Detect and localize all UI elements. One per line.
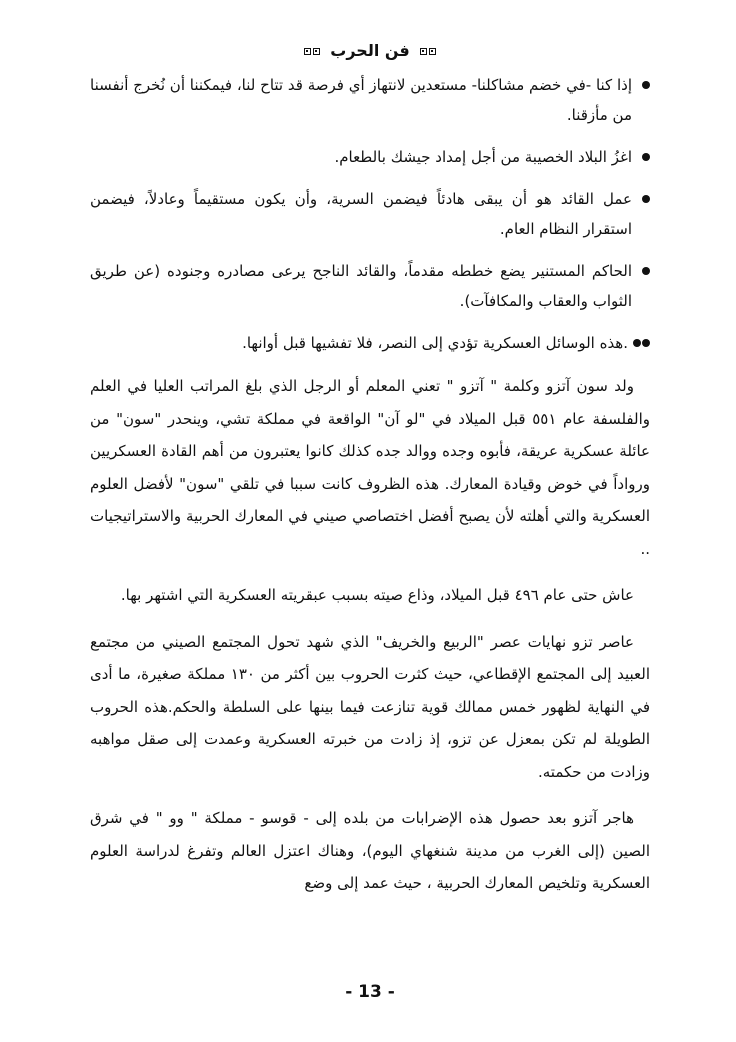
bullet-text: عمل القائد هو أن يبقى هادئاً فيضمن السرية، وأن يكون مستقيماً وعادلاً، فيضمن استقرار النظام العام. [90,190,632,238]
page [90,38,650,1008]
bullet-item [90,70,650,130]
bullet-text: .هذه الوسائل العسكرية تؤدي إلى النصر، فلا تفشيها قبل أوانها. [242,334,628,352]
bullet-dot-icon [642,195,650,203]
body-paragraph: ولد سون آتزو وكلمة " آتزو " تعني المعلم أو الرجل الذي بلغ المراتب العليا في العلم والفلسفة عام ٥٥١ قبل الميلاد في "لو آن" الواقعة في مملكة تشي، وينحدر "سون" من عائلة عسكرية عريقة، فأبوه وجده ووالد جده كذلك كانوا يعتبرون من أهم القادة العسكريين ورواداً في خوض وقيادة المعارك. هذه الظروف كانت سببا في تلقي "سون" لأفضل العلوم العسكرية والتي أهلته لأن يصبح أفضل اختصاصي صيني في المعارك الحربية والاستراتيجيات .. [90,377,650,558]
header-title: فن الحرب [330,41,410,60]
ornament-icon [304,48,320,55]
bullet-dot-icon [642,81,650,89]
bullet-text: اغزُ البلاد الخصيبة من أجل إمداد جيشك بالطعام. [334,148,632,166]
bullet-text: إذا كنا -في خضم مشاكلنا- مستعدين لانتهاز أي فرصة قد تتاح لنا، فيمكننا أن نُخرج أنفسنا من مأزقنا. [90,76,632,124]
ornament-icon [420,48,436,55]
page-number: - 13 - [345,982,395,1002]
bullet-text: الحاكم المستنير يضع خططه مقدماً، والقائد الناجح يرعى مصادره وجنوده (عن طريق الثواب والعقاب والمكافآت). [90,262,632,310]
bullet-item [90,256,650,316]
bullet-item [90,184,650,244]
bullet-dot-icon [642,153,650,161]
bullet-dot-icon [642,267,650,275]
body-paragraph: هاجر آتزو بعد حصول هذه الإضرابات من بلده إلى - قوسو - مملكة " وو " في شرق الصين (إلى الغرب من مدينة شنغهاي اليوم)، وهناك اعتزل العالم وتفرغ لدراسة العلوم العسكرية وتلخيص المعارك الحربية ، حيث عمد إلى وضع [90,809,650,892]
bullet-list [90,70,650,358]
running-header [90,38,650,64]
bullet-dot-icon [642,339,650,347]
body-paragraph: عاصر تزو نهايات عصر "الربيع والخريف" الذي شهد تحول المجتمع الصيني من مجتمع العبيد إلى المجتمع الإقطاعي، حيث كثرت الحروب بين أكثر من ١٣٠ مملكة صغيرة، ما أدى في النهاية لظهور خمس ممالك قوية تنازعت فيما بينها على السلطة والحكم.هذه الحروب الطويلة لم تكن بمعزل عن تزو، إذ زادت من خبرته العسكرية وعمدت إلى صقل مواهبه وزادت من حكمته. [90,632,650,781]
bullet-item [90,142,650,172]
bullet-dot-icon [633,339,641,347]
bullet-item [90,328,650,358]
body-paragraph: عاش حتى عام ٤٩٦ قبل الميلاد، وذاع صيته بسبب عبقريته العسكرية التي اشتهر بها. [120,586,634,604]
